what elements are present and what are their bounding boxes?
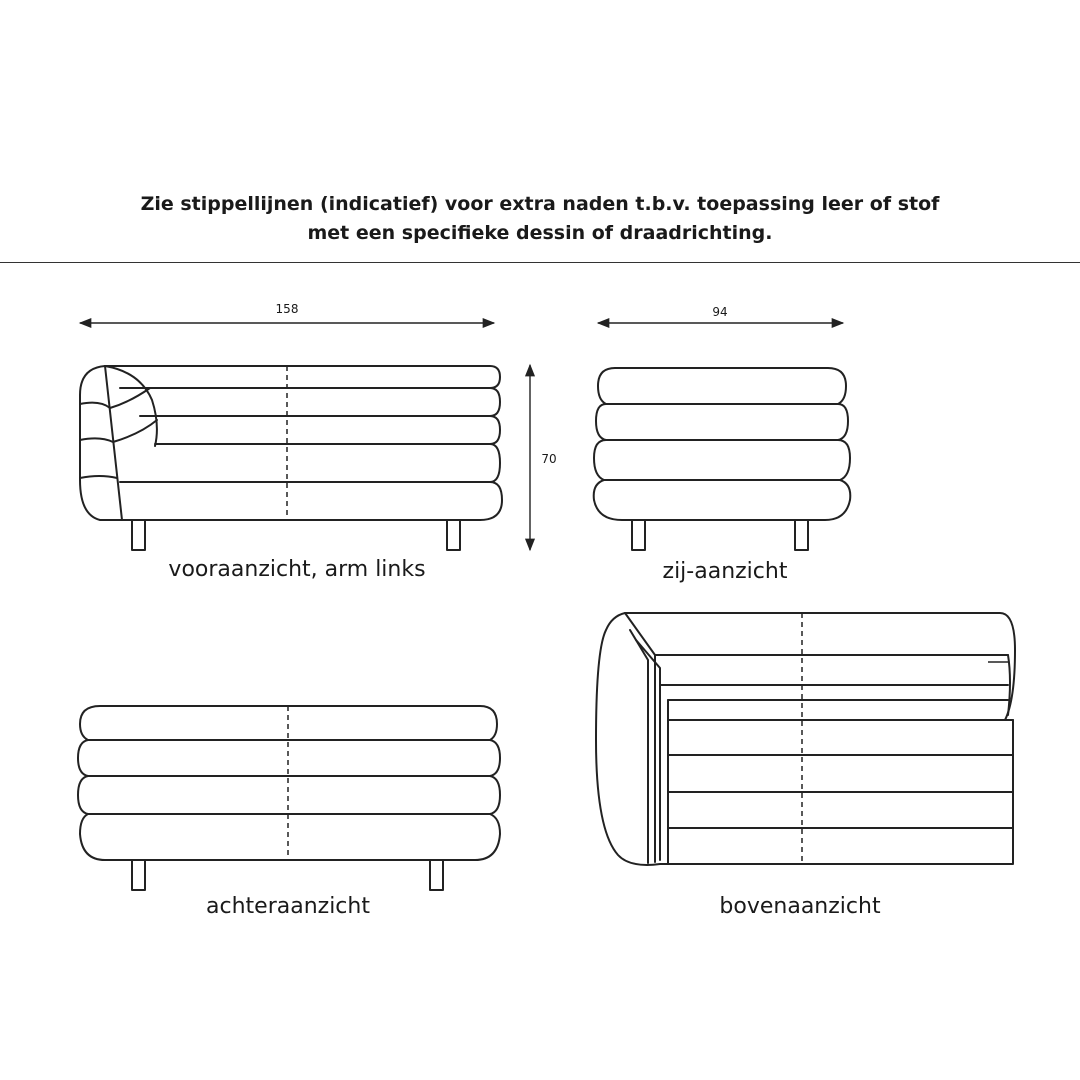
width-dimension <box>80 302 494 323</box>
back-view-caption: achteraanzicht <box>206 894 370 919</box>
back-leg-left <box>132 860 145 890</box>
top-view-drawing <box>596 613 1015 865</box>
side-leg-right <box>795 520 808 550</box>
height-dimension-label: 70 <box>541 452 557 466</box>
front-leg-right <box>447 520 460 550</box>
side-leg-left <box>632 520 645 550</box>
width-dimension-label: 158 <box>275 302 299 316</box>
depth-dimension <box>598 305 843 323</box>
side-view-drawing <box>594 368 851 550</box>
front-view-caption: vooraanzicht, arm links <box>168 557 426 582</box>
header-line-1: Zie stippellijnen (indicatief) voor extra naden t.b.v. toepassing leer of stof <box>140 193 940 215</box>
height-dimension <box>530 365 557 550</box>
depth-dimension-label: 94 <box>712 305 728 319</box>
back-leg-right <box>430 860 443 890</box>
top-view-caption: bovenaanzicht <box>719 894 881 919</box>
front-leg-left <box>132 520 145 550</box>
back-view-drawing <box>78 706 500 890</box>
header-line-2: met een specifieke dessin of draadrichting. <box>307 222 773 244</box>
front-view-drawing <box>80 366 502 550</box>
side-view-caption: zij-aanzicht <box>662 559 788 584</box>
